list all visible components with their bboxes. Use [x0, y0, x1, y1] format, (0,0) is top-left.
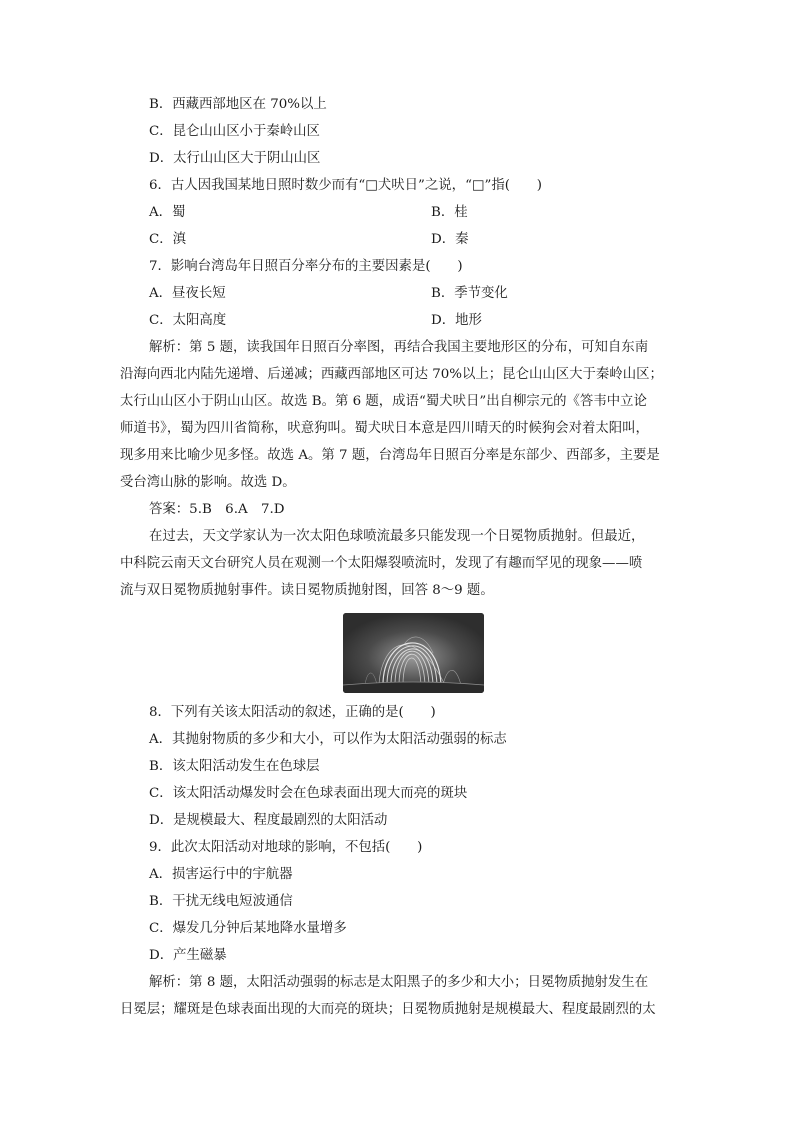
- analysis-2-line-1: 解析：第 8 题，太阳活动强弱的标志是太阳黑子的多少和大小；日冕物质抛射发生在: [149, 975, 649, 990]
- q8-option-c: C．该太阳活动爆发时会在色球表面出现大而亮的斑块: [149, 786, 468, 801]
- q8-option-d: D．是规模最大、程度最剧烈的太阳活动: [149, 813, 388, 828]
- q7-option-c: C．太阳高度: [149, 313, 227, 328]
- coronal-mass-ejection-image: [343, 613, 484, 693]
- intro-line-2: 中科院云南天文台研究人员在观测一个太阳爆裂喷流时，发现了有趣而罕见的现象——喷: [120, 556, 643, 571]
- analysis-1-line-6: 受台湾山脉的影响。故选 D。: [120, 475, 296, 490]
- q9-option-c: C．爆发几分钟后某地降水量增多: [149, 921, 347, 936]
- q9-option-a: A．损害运行中的宇航器: [149, 867, 293, 882]
- q9-option-d: D．产生磁暴: [149, 948, 227, 963]
- intro-line-3: 流与双日冕物质抛射事件。读日冕物质抛射图，回答 8～9 题。: [120, 583, 494, 598]
- q9-option-b: B．干扰无线电短波通信: [149, 894, 293, 909]
- analysis-1-line-3: 太行山山区小于阴山山区。故选 B。第 6 题，成语“蜀犬吠日”出自柳宗元的《答韦中立论: [120, 394, 647, 409]
- q7-option-b: B．季节变化: [431, 286, 508, 301]
- q8-option-b: B．该太阳活动发生在色球层: [149, 759, 320, 774]
- q6-option-b: B．桂: [431, 205, 468, 220]
- q5-option-b: B．西藏西部地区在 70%以上: [149, 97, 327, 112]
- q8-option-a: A．其抛射物质的多少和大小，可以作为太阳活动强弱的标志: [149, 732, 507, 747]
- intro-line-1: 在过去，天文学家认为一次太阳色球喷流最多只能发现一个日冕物质抛射。但最近，: [149, 529, 645, 544]
- question-8: 8．下列有关该太阳活动的叙述，正确的是( ): [149, 705, 436, 720]
- analysis-1-line-5: 现多用来比喻少见多怪。故选 A。第 7 题，台湾岛年日照百分率是东部少、西部多，主要是: [120, 448, 660, 463]
- q7-option-d: D．地形: [431, 313, 482, 328]
- analysis-2-line-2: 日冕层；耀斑是色球表面出现的大而亮的斑块；日冕物质抛射是规模最大、程度最剧烈的太: [120, 1002, 656, 1017]
- analysis-1-line-1: 解析：第 5 题，读我国年日照百分率图，再结合我国主要地形区的分布，可知自东南: [149, 340, 649, 355]
- q7-option-a: A．昼夜长短: [149, 286, 226, 301]
- question-9: 9．此次太阳活动对地球的影响，不包括( ): [149, 840, 423, 855]
- q5-option-d: D．太行山山区大于阴山山区: [149, 151, 321, 166]
- analysis-1-line-4: 师道书》，蜀为四川省简称，吠意狗叫。蜀犬吠日本意是四川晴天的时候狗会对着太阳叫，: [120, 421, 649, 436]
- q5-option-c: C．昆仑山山区小于秦岭山区: [149, 124, 320, 139]
- question-7: 7．影响台湾岛年日照百分率分布的主要因素是( ): [149, 259, 463, 274]
- q6-option-c: C．滇: [149, 232, 187, 247]
- analysis-1-line-2: 沿海向西北内陆先递增、后递减；西藏西部地区可达 70%以上；昆仑山山区大于秦岭山区；: [120, 367, 663, 382]
- q6-option-d: D．秦: [431, 232, 469, 247]
- answer-5-7: 答案：5.B 6.A 7.D: [149, 502, 285, 517]
- question-6: 6．古人因我国某地日照时数少而有“□犬吠日”之说，“□”指( ): [149, 178, 543, 193]
- q6-option-a: A．蜀: [149, 205, 186, 220]
